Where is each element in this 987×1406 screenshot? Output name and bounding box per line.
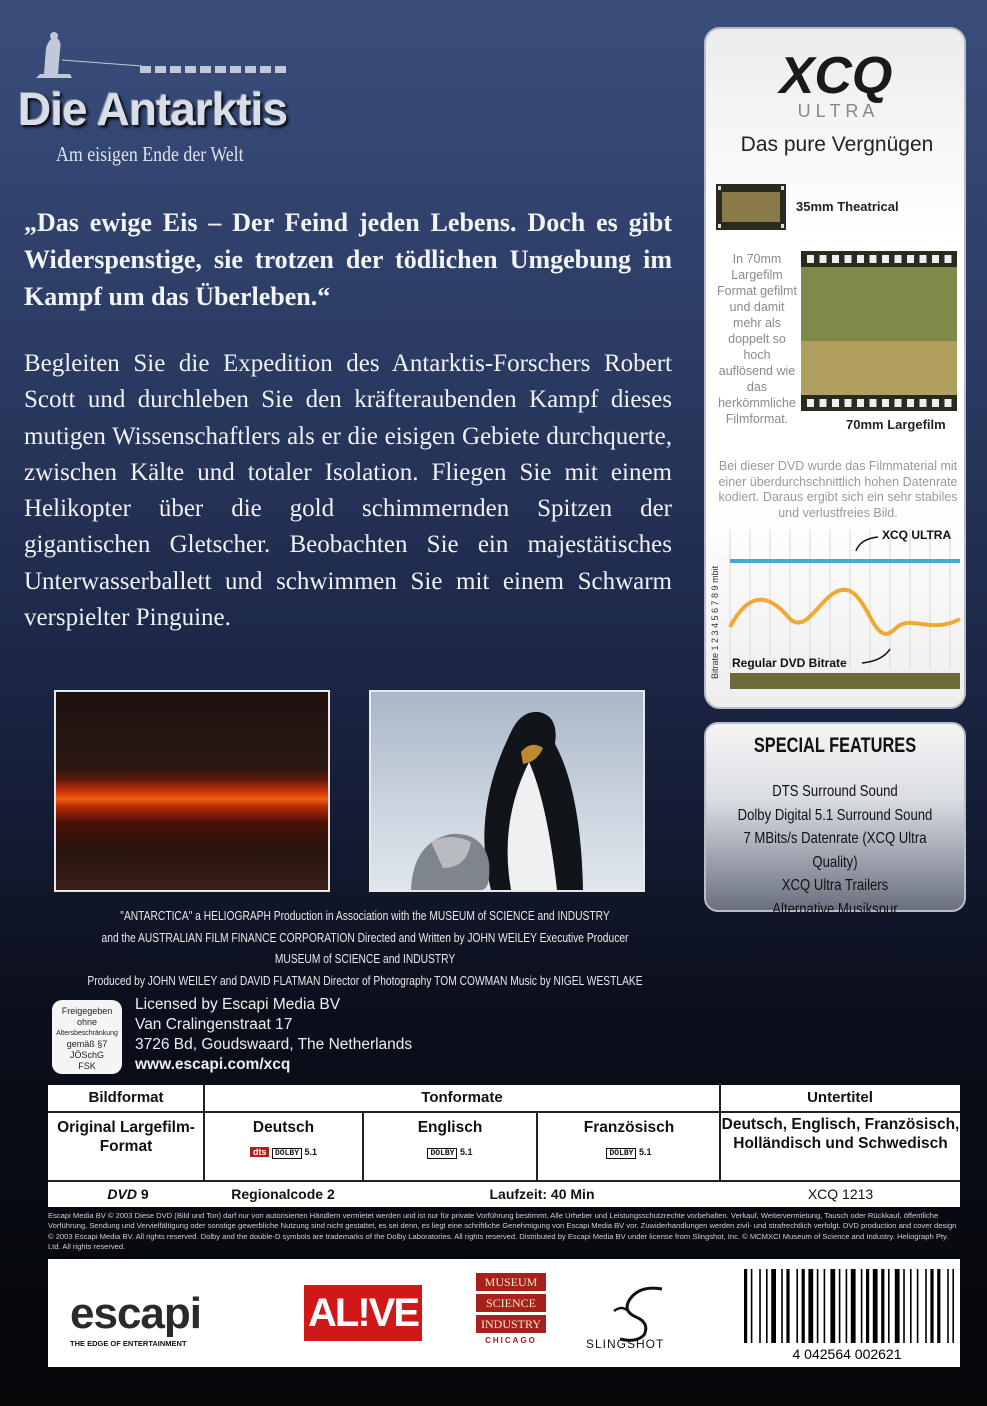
fsk-text: JÖSchG [69,1050,104,1060]
dvd-layer: 9 [140,1186,149,1202]
dolby-digital-icon: DOLBY [427,1148,457,1159]
dolby-digital-icon: DOLBY [272,1148,302,1159]
bildformat-value: Original Largefilm-Format [57,1119,195,1155]
list-item: 7 MBits/s Datenrate (XCQ Ultra Quality) [743,830,927,871]
catalog-code: XCQ 1213 [807,1186,874,1202]
museum-text: MUSEUM [476,1273,546,1291]
xcq-ultra-panel [704,27,966,709]
list-item: DTS Surround Sound [772,783,898,800]
legal-fineprint: Escapi Media BV © 2003 Diese DVD (Bild und Ton) darf nur von autorisierten Händlern vermietet werden und ist nur für private Vorführung bestimmt. Alle Urheber und Leistungsschutzrechte vorbehalten. Verkauf, Weitervermietung, Tausch oder Rückkauf, öffentliche Vorführung, Sendung und Vervielfältigung oder sonstige gewerbliche Nutzung sind nicht gestattet, es sei denn, es liegt eine schriftliche Genehmigung von Escapi Media BV vor. Zuwiderhandlungen werden zivil- und strafrechtlich verfolgt. DVD production and cover design © 2003 Escapi Media BV. All rights reserved. Dolby and the double-D symbols are trademarks of the Dolby Laboratories. All rights reserved. Distributed by Escapi Media BV under license from Slingshot, Inc. © MCMXCI Museum of Science and Industry. Heliograph Pty. Ltd. All rights reserved. [48,1211,957,1251]
xcq-logo [730,43,942,119]
museum-city: CHICAGO [485,1336,537,1345]
logo-bar [48,1259,960,1367]
svg-text:U L T R A: U L T R A [797,101,875,119]
fsk-text: Freigegeben [61,1006,113,1016]
fsk-text: Altersbeschränkung [56,1030,118,1037]
svg-text:XCQ: XCQ [779,47,893,105]
fsk-text: gemäß §7 [66,1039,108,1049]
website-link[interactable]: www.escapi.com/xcq [135,1056,291,1073]
svg-text:Bitrate 1 2 3 4 5 6 7: Bitrate 1 2 3 4 5 6 7 8 9 mbit [710,565,720,679]
dts-icon: dts [250,1147,270,1157]
credit-line: "ANTARCTICA" a HELIOGRAPH Production in Association with the MUSEUM of SCIENCE and INDUSTRY [120,909,610,923]
divider [48,1180,960,1182]
fsk-text: FSK [78,1061,96,1071]
museum-text: SCIENCE [476,1294,546,1312]
penguin-illustration [371,692,643,890]
credit-line: Produced by JOHN WEILEY and DAVID FLATMAN Director of Photography TOM COWMAN Music by NIGEL WESTLAKE [87,973,643,988]
barcode [740,1265,954,1363]
untertitel-value: Deutsch, Englisch, Französisch, Holländisch und Schwedisch [721,1116,960,1152]
escapi-logo: escapi [70,1289,201,1338]
lang-label: Französisch [583,1119,675,1136]
svg-text:XCQ ULTRA: XCQ ULTRA [882,528,952,542]
channels-label: 5.1 [460,1147,473,1157]
page-subtitle: Am eisigen Ende der Welt [56,142,244,166]
channels-label: 5.1 [304,1147,318,1157]
audio-franzoesisch [538,1118,720,1163]
dvd9-badge [88,1185,168,1204]
dog-sled-silhouette-icon [22,30,292,82]
special-features-panel [704,722,966,918]
special-features-list [729,780,941,921]
museum-text: INDUSTRY [476,1315,546,1333]
lang-label: Englisch [417,1119,483,1136]
license-info [135,995,412,1075]
dvd-info-table [48,1085,960,1207]
bitrate-description: Bei dieser DVD wurde das Filmmaterial mit einer überdurchschnittlich hohen Datenrate kodiert. Daraus ergibt sich ein sehr stabiles und verlustfreies Bild. [718,459,958,520]
runtime: Laufzeit: 40 Min [489,1186,595,1202]
special-features-title: SPECIAL FEATURES [753,734,917,757]
list-item: XCQ Ultra Trailers [781,877,889,894]
license-line: Licensed by Escapi Media BV [135,996,341,1013]
alive-logo: AL!VE [304,1285,422,1341]
header-bildformat: Bildformat [48,1085,204,1113]
xcq-tagline: Das pure Vergnügen [740,133,934,156]
escapi-tagline: THE EDGE OF ENTERTAINMENT [70,1339,187,1348]
dolby-digital-icon: DOLBY [606,1148,636,1159]
fsk-text: ohne [76,1017,98,1027]
description-text: Begleiten Sie die Expedition des Antarktis-Forschers Robert Scott und durchleben Sie den kräfteraubenden Kampf dieses mutigen Wissenschaftlers als er die eisigen Gebiete durchquerte, zwischen Kälte und totaler Isolation. Fliegen Sie mit einem Helikopter über die gold schimmernden Spitzen der gigantischen Gletscher. Beobachten Sie ein majestätisches Unterwasserballett und schwimmen Sie mit einem Schwarm verspielter Pinguine. [24,350,672,632]
license-line: 3726 Bd, Goudswaard, The Netherlands [135,1036,413,1053]
lang-label: Deutsch [252,1119,315,1136]
audio-englisch [364,1118,536,1163]
slingshot-label: SLINGSHOT [586,1337,665,1351]
list-item: Alternative Musikspur [772,900,898,918]
audio-deutsch [205,1118,362,1163]
credit-line: and the AUSTRALIAN FILM FINANCE CORPORATION Directed and Written by JOHN WEILEY Executive Producer MUSEUM of SCIENCE and INDUSTRY [101,930,629,966]
label-35mm: 35mm Theatrical [796,199,899,214]
svg-text:4 042564 002621: 4 042564 002621 [792,1346,902,1362]
tagline-quote: „Das ewige Eis – Der Feind jeden Lebens. Doch es gibt Widerspenstige, sie trotzen der tödlichen Umgebung im Kampf um das Überleben.“ [24,208,672,311]
channels-label: 5.1 [639,1147,652,1157]
list-item: Dolby Digital 5.1 Surround Sound [737,806,933,824]
license-line: Van Cralingenstraat 17 [135,1016,293,1033]
page-title: Die Antarktis [18,83,288,135]
header-tonformate: Tonformate [204,1085,720,1113]
sunset-photo [54,690,330,892]
film-35mm-icon [716,184,786,230]
film-70mm-icon [801,251,957,411]
production-credits [82,906,648,992]
museum-logo [476,1273,546,1351]
header-untertitel: Untertitel [720,1085,960,1113]
fsk-rating-badge [52,1000,122,1074]
svg-text:Regular DVD Bitrate: Regular DVD Bitrate [732,656,847,670]
dvd-logo-icon: DVD [107,1186,137,1202]
largefilm-description: In 70mm Largefilm Format gefilmt und damit mehr als doppelt so hoch auflösend wie das herkömmliche Filmformat. [717,252,797,426]
bitrate-comparison-graphic [710,509,964,689]
region-code: Regionalcode 2 [231,1186,335,1202]
label-70mm: 70mm Largefilm [846,417,946,432]
penguin-photo [369,690,645,892]
